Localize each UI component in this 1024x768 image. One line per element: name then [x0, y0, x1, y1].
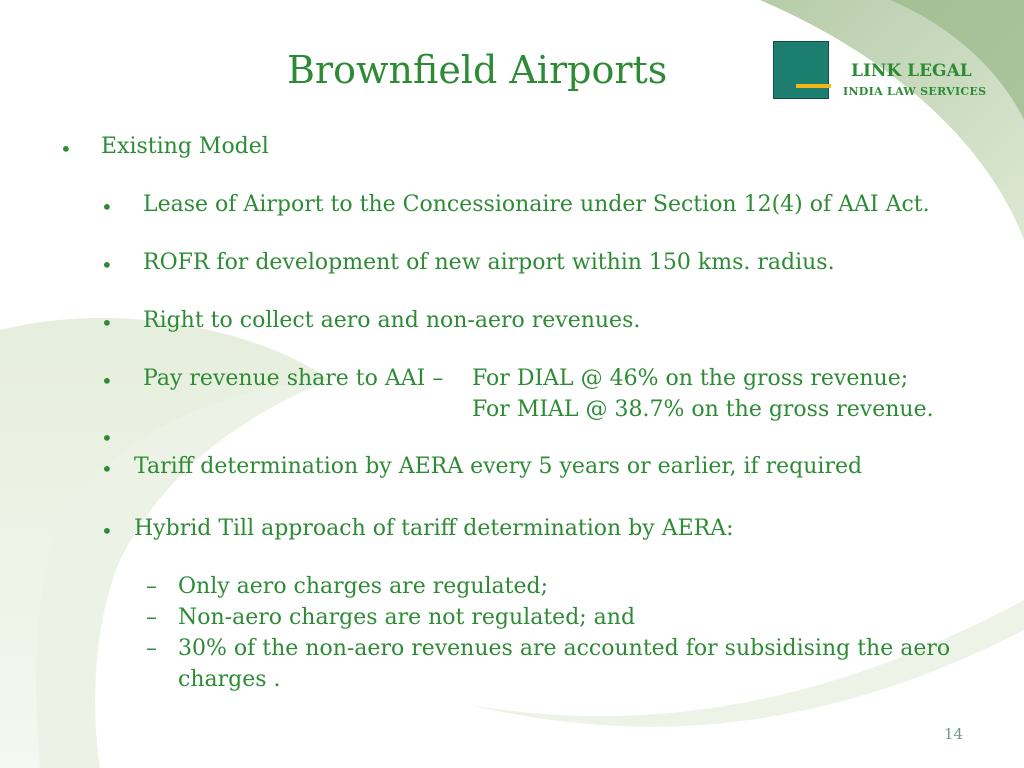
- bullet-lease: Lease of Airport to the Concessionaire under Section 12(4) of AAI Act.: [143, 192, 930, 217]
- page-number: 14: [944, 725, 964, 743]
- bullet-marker: •: [101, 195, 113, 219]
- bullet-marker: •: [101, 519, 113, 543]
- bullet-hybrid-till: Hybrid Till approach of tariff determination by AERA:: [134, 516, 734, 541]
- revenue-share-mial: For MIAL @ 38.7% on the gross revenue.: [472, 397, 934, 422]
- bullet-marker-empty: •: [101, 426, 113, 450]
- bullet-marker: •: [60, 137, 72, 161]
- bullet-marker: •: [101, 457, 113, 481]
- bullet-tariff: Tariff determination by AERA every 5 years or earlier, if required: [134, 454, 863, 479]
- dash-marker: –: [146, 574, 157, 599]
- bullet-revenues: Right to collect aero and non-aero revenues.: [143, 308, 641, 333]
- bullet-marker: •: [101, 369, 113, 393]
- revenue-share-dial: For DIAL @ 46% on the gross revenue;: [472, 366, 909, 391]
- slide-title: Brownfield Airports: [287, 48, 668, 92]
- bullet-marker: •: [101, 311, 113, 335]
- sub-item-aero: Only aero charges are regulated;: [178, 574, 549, 599]
- section-heading: Existing Model: [101, 134, 269, 159]
- revenue-share-label: Pay revenue share to AAI –: [143, 366, 444, 391]
- sub-item-subsidy-cont: charges .: [178, 667, 281, 692]
- bullet-marker: •: [101, 253, 113, 277]
- logo-subtitle: INDIA LAW SERVICES: [843, 85, 987, 98]
- dash-marker: –: [146, 605, 157, 630]
- sub-item-non-aero: Non-aero charges are not regulated; and: [178, 605, 636, 630]
- sub-item-subsidy: 30% of the non-aero revenues are accounted for subsidising the aero: [178, 636, 951, 661]
- dash-marker: –: [146, 636, 157, 661]
- logo-icon: [773, 41, 829, 99]
- bullet-rofr: ROFR for development of new airport within 150 kms. radius.: [143, 250, 835, 275]
- logo-name: LINK LEGAL: [851, 61, 972, 81]
- logo-accent-bar: [796, 84, 831, 88]
